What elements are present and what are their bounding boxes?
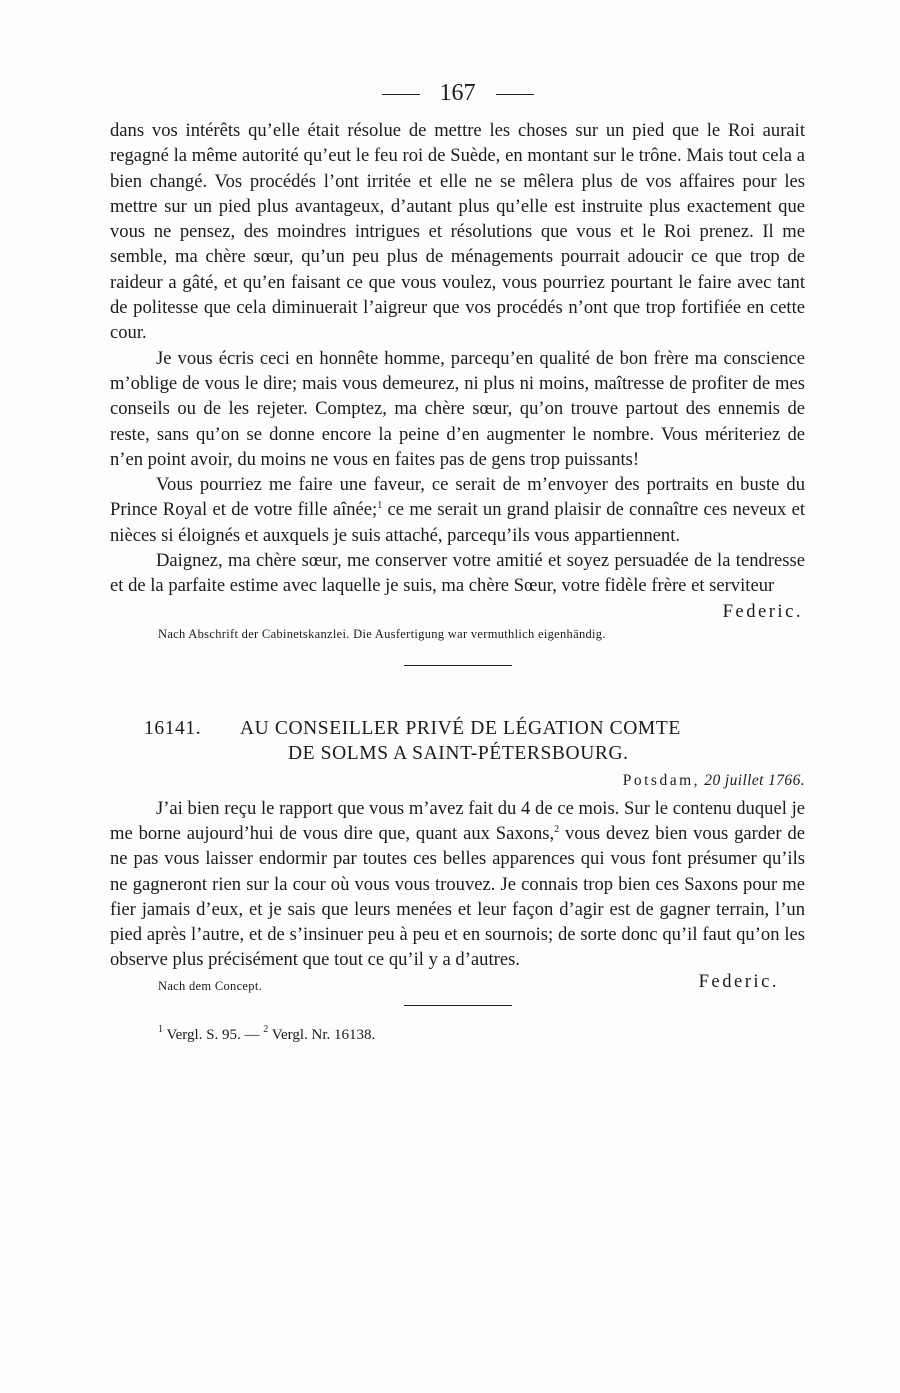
page-number: 167: [439, 80, 476, 106]
footnote-mark-1: 1: [158, 1023, 163, 1035]
letter-heading: [144, 716, 805, 766]
letter-date: 20 juillet 1766.: [700, 771, 805, 789]
letter-number: 16141.: [144, 717, 202, 739]
letter-body: J’ai bien reçu le rapport que vous m’avez fait du 4 de ce mois. Sur le contenu duquel je me borne aujourd’hui de vous dire que, quant aux Saxons,$^2$ vous devez bien vous garder de ne pas vous laisser endormir par toutes ces belles apparences qui vous font présumer qu’ils ne gagneront rien sur la cour où vous vous trouvez. Je connais trop bien ces Saxons pour me fier jamais d’eux, et je sais que leurs menées et leur façon d’agir est de gagner terrain, l’un pied après l’autre, et de s’insinuer peu à peu et en sournois; de sorte donc qu’il faut qu’on les observe plus précisément que tout ce qu’il y a d’autres.: [110, 797, 805, 971]
paragraph-4: Daignez, ma chère sœur, me conserver votre amitié et soyez persuadée de la tendresse et de la parfaite estime avec laquelle je suis, ma chère Sœur, votre fidèle frère et serviteur: [110, 550, 805, 597]
footnotes: [158, 1024, 805, 1046]
paragraph-3: Vous pourriez me faire une faveur, ce serait de m’envoyer des portraits en buste du Prince Royal et de votre fille aînée;$^1$ ce me serait un grand plaisir de connaître ces neveux et nièces si éloignés et auxquels je suis attaché, parcequ’ils vous appartiennent.: [110, 474, 805, 546]
signature-prev: Federic.: [722, 600, 803, 622]
footnote-divider: [404, 1005, 512, 1006]
paragraph-1: dans vos intérêts qu’elle était résolue de mettre les choses sur un pied que le Roi aurait regagné la même autorité qu’eut le feu roi de Suède, en montant sur le trône. Mais tout cela a bien changé. Vos procédés l’ont irritée et elle ne se mêlera plus de vos affaires pour les mettre sur un pied plus avantageux, d’autant plus qu’elle est instruite plus exactement que vous ne pensez, des moindres intrigues et résolutions que vous et le Roi prenez. Il me semble, ma chère sœur, qu’un peu plus de ménagements pourrait adoucir ce que trop de raideur a gâté, et qu’en faisant ce que vous voulez, vous pourriez pourtant le faire avec tant de politesse que cela diminuerait l’aigreur que vos procédés n’ont que trop fortifiée en cette cour.: [110, 120, 805, 344]
footnote-mark-2: 2: [263, 1023, 269, 1035]
letter-title-line1: AU CONSEILLER PRIVÉ DE LÉGATION COMTE: [240, 717, 681, 739]
footnote-ref-1: 1: [377, 500, 383, 512]
footnote-ref-2: 2: [554, 823, 560, 835]
letter-title-line2: DE SOLMS A SAINT-PÉTERSBOURG.: [288, 742, 629, 764]
header-dash-right: [496, 94, 534, 95]
footnote-1: Vergl. S. 95. —: [163, 1026, 264, 1043]
letter-place: Potsdam,: [622, 771, 701, 789]
header-dash-left: [382, 94, 420, 95]
source-note: Nach dem Concept.: [158, 978, 263, 993]
source-note-prev: Nach Abschrift der Cabinetskanzlei. Die Ausfertigung war vermuthlich eigenhändig.: [158, 626, 606, 641]
page-header: [110, 78, 805, 108]
signature: Federic.: [698, 970, 779, 992]
footnote-2: Vergl. Nr. 16138.: [268, 1026, 376, 1043]
paragraph-2: Je vous écris ceci en honnête homme, parcequ’en qualité de bon frère ma conscience m’oblige de vous le dire; mais vous demeurez, ni plus ni moins, maîtresse de profiter de mes conseils ou de les rejeter. Comptez, ma chère sœur, qu’on trouve partout des ennemis de reste, sans qu’on se donne encore la peine d’en augmenter le nombre. Vous mériteriez de n’en point avoir, du moins ne vous en faites pas de gens trop puissants!: [110, 347, 805, 470]
page: [110, 78, 805, 1046]
section-divider: [404, 665, 512, 666]
letter-dateline: [110, 770, 805, 792]
